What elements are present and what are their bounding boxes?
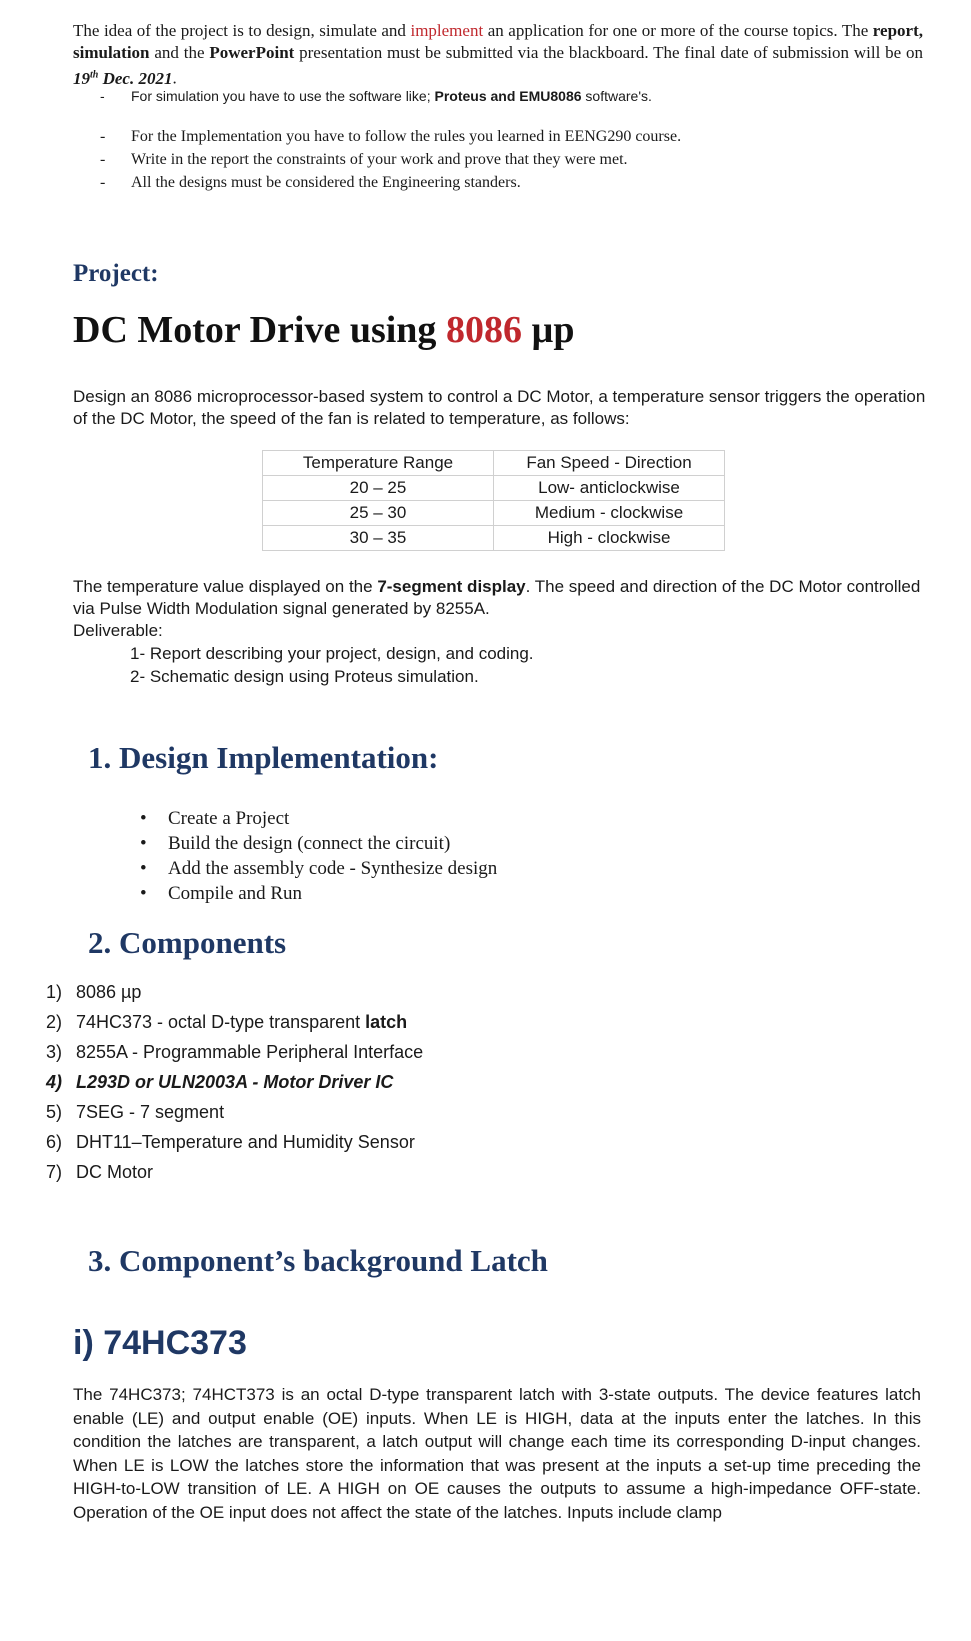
item-text: DC Motor	[76, 1162, 154, 1182]
simulation-note-text: For simulation you have to use the software like;	[131, 88, 435, 104]
software-names: Proteus and EMU8086	[434, 88, 582, 104]
project-description: Design an 8086 microprocessor-based system to control a DC Motor, a temperature sensor triggers the operation of the DC Motor, the speed of the fan is related to temperature, as follows:	[73, 387, 926, 428]
list-item	[46, 1097, 423, 1127]
project-label: Project:	[73, 260, 159, 287]
table-cell: 25 – 30	[263, 501, 494, 526]
section-title: Component’s background Latch	[119, 1243, 548, 1278]
section-heading-components	[88, 925, 286, 961]
section-title: Design Implementation:	[119, 740, 439, 775]
speed-table	[262, 450, 725, 551]
simulation-bold: simulation	[73, 43, 150, 62]
column-header: Fan Speed - Direction	[494, 451, 725, 476]
item-number: 4)	[46, 1072, 63, 1092]
table-cell: 30 – 35	[263, 526, 494, 551]
list-item	[46, 1067, 423, 1097]
list-item: • Add the assembly code - Synthesize design	[140, 856, 497, 881]
table-cell: Medium - clockwise	[494, 501, 725, 526]
table-row	[263, 526, 725, 551]
deliverable-label: Deliverable:	[73, 621, 163, 640]
components-list	[46, 977, 423, 1187]
table-cell: 20 – 25	[263, 476, 494, 501]
rules-list	[100, 125, 920, 194]
table-cell: Low- anticlockwise	[494, 476, 725, 501]
intro-comma: ,	[918, 21, 923, 40]
item-text: 74HC373 - octal D-type transparent	[76, 1012, 366, 1032]
paragraph-text: . The speed and direction of the DC Motor controlled via Pulse Width Modulation signal generated by 8255A.	[73, 577, 921, 618]
item-bold: latch	[365, 1012, 408, 1032]
page-title	[73, 308, 574, 352]
simulation-note	[100, 86, 920, 106]
rule-item: - For the Implementation you have to follow the rules you learned in EENG290 course.	[100, 125, 920, 148]
intro-text: an application for one or more of the course topics. The	[483, 21, 873, 40]
list-item	[46, 1037, 423, 1067]
deliverables-list	[130, 642, 534, 688]
table-row	[263, 476, 725, 501]
item-text: 7SEG - 7 segment	[76, 1102, 225, 1122]
rule-item: - All the designs must be considered the Engineering standers.	[100, 171, 920, 194]
deliverable-item: 2- Schematic design using Proteus simulation.	[130, 667, 479, 686]
report-bold: report	[872, 21, 919, 40]
rule-item: - Write in the report the constraints of your work and prove that they were met.	[100, 148, 920, 171]
intro-text: The idea of the project is to design, simulate and	[73, 21, 411, 40]
section-number: 1.	[88, 740, 112, 775]
section-heading-background	[88, 1243, 548, 1279]
item-text: DHT11–Temperature and Humidity Sensor	[76, 1132, 415, 1152]
item-number: 6)	[46, 1132, 63, 1152]
title-text: µp	[521, 309, 575, 351]
intro-paragraph	[73, 20, 923, 90]
item-number: 7)	[46, 1162, 63, 1182]
item-bold: L293D or ULN2003A - Motor Driver IC	[76, 1072, 394, 1092]
item-number: 3)	[46, 1042, 63, 1062]
submission-date: Dec. 2021	[98, 68, 173, 88]
subsection-heading: i) 74HC373	[73, 1324, 247, 1362]
design-steps-list	[140, 806, 497, 906]
section-heading-design	[88, 740, 438, 776]
item-text: 8255A - Programmable Peripheral Interface	[76, 1042, 424, 1062]
display-paragraph	[73, 576, 928, 620]
section-number: 3.	[88, 1243, 112, 1278]
seven-segment-bold: 7-segment display	[377, 577, 526, 596]
submission-date-day: 19	[73, 68, 90, 88]
powerpoint-bold: PowerPoint	[209, 43, 295, 62]
table-row	[263, 501, 725, 526]
submission-date-suffix: th	[90, 69, 99, 80]
implement-highlight: implement	[410, 21, 484, 40]
item-number: 2)	[46, 1012, 63, 1032]
item-number: 1)	[46, 982, 63, 1002]
paragraph-text: The temperature value displayed on the	[73, 577, 378, 596]
simulation-note-list	[100, 86, 920, 106]
title-8086: 8086	[445, 309, 522, 351]
section-number: 2.	[88, 925, 112, 960]
intro-text: and the	[149, 43, 210, 62]
table-cell: High - clockwise	[494, 526, 725, 551]
deliverable-item: 1- Report describing your project, design, and coding.	[130, 644, 534, 663]
title-text: DC Motor Drive using	[73, 309, 446, 351]
section-title: Components	[119, 925, 287, 960]
column-header: Temperature Range	[263, 451, 494, 476]
latch-description: The 74HC373; 74HCT373 is an octal D-type transparent latch with 3-state outputs. The device features latch enable (LE) and output enable (OE) inputs. When LE is HIGH, data at the inputs enter the latches. In this condition the latches are transparent, a latch output will change each time its corresponding D-input changes. When LE is LOW the latches store the information that was present at the inputs a set-up time preceding the HIGH-to-LOW transition of LE. A HIGH on OE causes the outputs to assume a high-impedance OFF-state. Operation of the OE input does not affect the state of the latches. Inputs include clamp	[73, 1385, 921, 1522]
simulation-note-text: software's.	[581, 88, 652, 104]
table-header-row	[263, 451, 725, 476]
list-item: • Compile and Run	[140, 881, 497, 906]
intro-text: presentation must be submitted via the blackboard. The final date of submission will be on	[294, 43, 923, 62]
item-number: 5)	[46, 1102, 63, 1122]
list-item: • Build the design (connect the circuit)	[140, 831, 497, 856]
list-item	[46, 1127, 423, 1157]
list-item: • Create a Project	[140, 806, 497, 831]
list-item	[46, 1007, 423, 1037]
list-item	[46, 1157, 423, 1187]
list-item	[46, 977, 423, 1007]
intro-period: .	[172, 68, 177, 88]
item-text: 8086 µp	[76, 982, 142, 1002]
